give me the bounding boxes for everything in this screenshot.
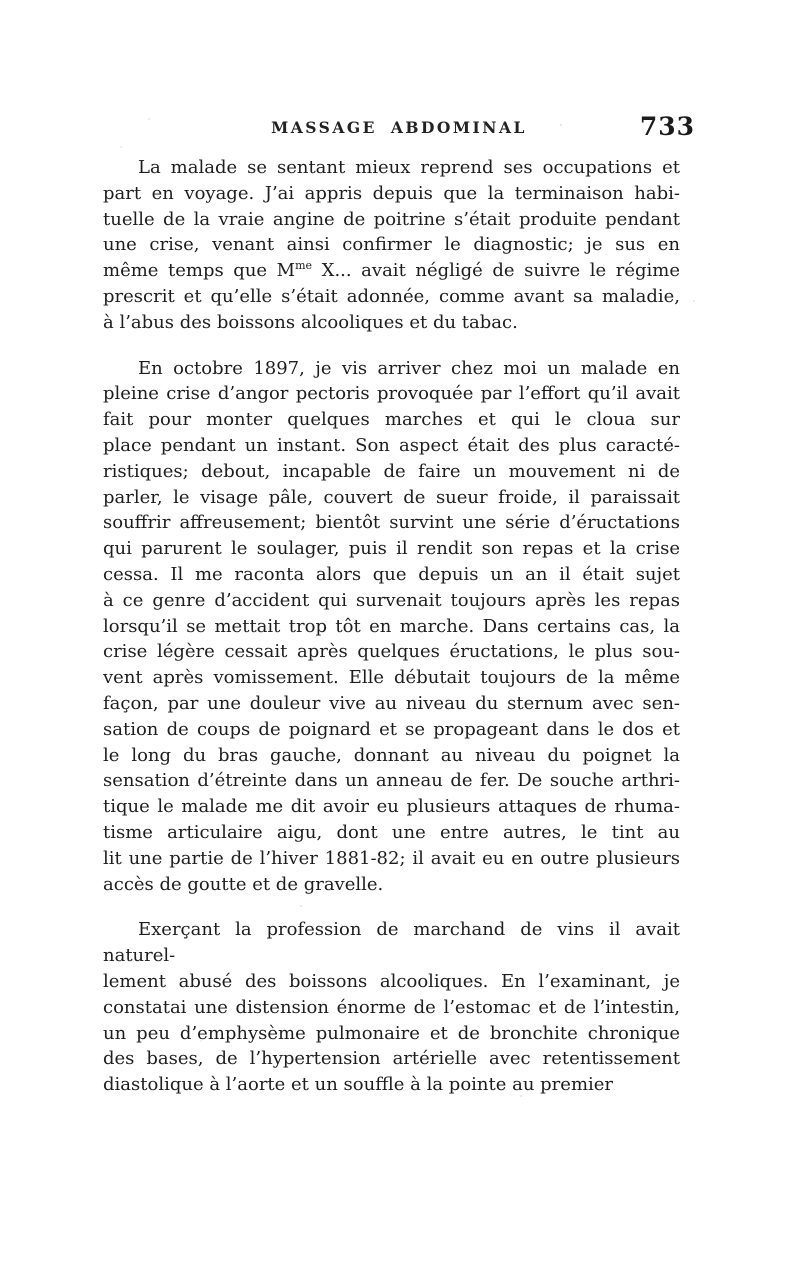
text-line: sensation d’étreinte dans un anneau de fer. De souche arthri- bbox=[103, 770, 680, 792]
text-line: à l’abus des boissons alcooliques et du tabac. bbox=[103, 311, 518, 333]
text-line: souffrir affreusement; bientôt survint une série d’éructations bbox=[103, 512, 680, 534]
text-line: vent après vomissement. Elle débutait toujours de la même bbox=[103, 667, 680, 689]
text-line: tisme articulaire aigu, dont une entre autres, le tint au bbox=[103, 821, 680, 843]
text-line: sation de coups de poignard et se propageant dans le dos et bbox=[103, 718, 680, 740]
text-line: un peu d’emphysème pulmonaire et de bronchite chronique bbox=[103, 1022, 680, 1044]
text-line: des bases, de l’hypertension artérielle avec retentissement bbox=[103, 1048, 680, 1070]
text-line: place pendant un instant. Son aspect était des plus caracté- bbox=[103, 434, 680, 456]
text-line: façon, par une douleur vive au niveau du sternum avec sen- bbox=[103, 692, 680, 714]
text-line: La malade se sentant mieux reprend ses occupations et bbox=[138, 157, 680, 178]
page-number: 733 bbox=[639, 112, 695, 141]
text-line: pleine crise d’angor pectoris provoquée par l’effort qu’il avait bbox=[103, 383, 680, 405]
text-line: lit une partie de l’hiver 1881-82; il avait eu en outre plusieurs bbox=[103, 847, 680, 869]
text-line: même temps que $M^{me}$ X... avait négligé de suivre le régime bbox=[103, 259, 680, 282]
text-line: accès de goutte et de gravelle. bbox=[103, 873, 384, 895]
scan-noise bbox=[0, 0, 2, 2]
text-line: lement abusé des boissons alcooliques. En l’examinant, je bbox=[103, 970, 680, 992]
text-line: parler, le visage pâle, couvert de sueur froide, il paraissait bbox=[103, 486, 680, 508]
paragraph bbox=[103, 155, 680, 336]
text-line: constatai une distension énorme de l’estomac et de l’intestin, bbox=[103, 996, 680, 1018]
text-line: En octobre 1897, je vis arriver chez moi un malade en bbox=[138, 357, 680, 379]
paragraph bbox=[103, 917, 680, 1098]
text-line: tique le malade me dit avoir eu plusieurs attaques de rhuma- bbox=[103, 796, 680, 818]
text-line: le long du bras gauche, donnant au niveau du poignet la bbox=[103, 744, 680, 766]
text-line: diastolique à l’aorte et un souffle à la pointe au premier bbox=[103, 1074, 614, 1096]
text-line: lorsqu’il se mettait trop tôt en marche. Dans certains cas, la bbox=[103, 615, 680, 637]
text-line: cessa. Il me raconta alors que depuis un an il était sujet bbox=[103, 563, 680, 585]
text-line: qui parurent le soulager, puis il rendit son repas et la crise bbox=[103, 538, 680, 560]
text-line: crise légère cessait après quelques éructations, le plus sou- bbox=[103, 641, 680, 663]
running-head bbox=[103, 112, 695, 142]
text-line: ristiques; debout, incapable de faire un mouvement ni de bbox=[103, 460, 680, 482]
text-line: tuelle de la vraie angine de poitrine s’était produite pendant bbox=[103, 208, 680, 230]
page-text bbox=[103, 155, 680, 1118]
text-line: prescrit et qu’elle s’était adonnée, comme avant sa maladie, bbox=[103, 285, 680, 307]
text-line: une crise, venant ainsi confirmer le diagnostic; je sus en bbox=[103, 234, 680, 256]
text-line: part en voyage. J’ai appris depuis que la terminaison habi- bbox=[103, 182, 680, 204]
paragraph bbox=[103, 356, 680, 898]
running-title: MASSAGE ABDOMINAL bbox=[271, 118, 527, 137]
text-line: Exerçant la profession de marchand de vins il avait naturel- bbox=[103, 919, 680, 967]
text-line: fait pour monter quelques marches et qui le cloua sur bbox=[103, 409, 680, 431]
text-line: à ce genre d’accident qui survenait toujours après les repas bbox=[103, 589, 680, 611]
